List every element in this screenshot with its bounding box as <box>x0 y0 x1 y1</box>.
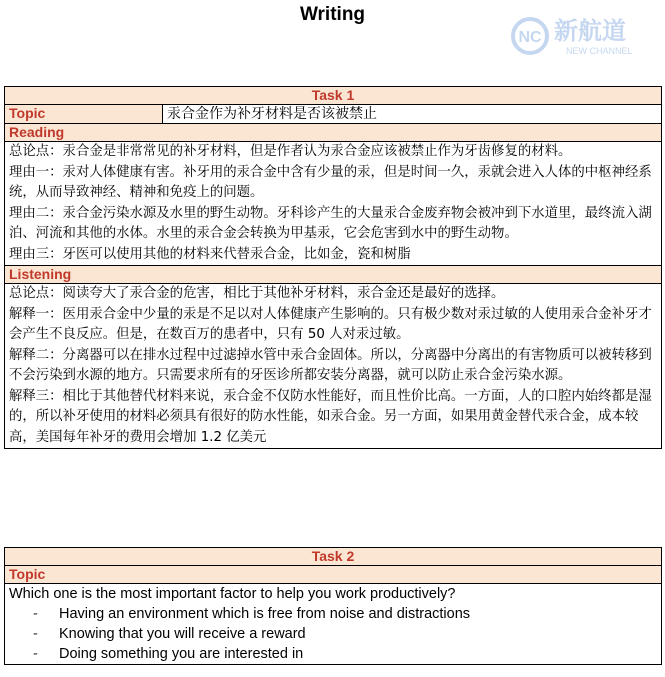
task2-options <box>9 604 657 664</box>
bullet-dash: - <box>33 606 38 622</box>
reading-reason-1: 理由一：汞对人体健康有害。补牙用的汞合金中含有少量的汞，但是时间一久，汞就会进入人体的中枢神经系统，从而导致神经、精神和免疫上的问题。 <box>9 164 652 200</box>
reading-reason-3: 理由三：牙医可以使用其他的材料来代替汞合金，比如金，瓷和树脂 <box>9 246 411 262</box>
task2-topic-content <box>5 584 662 665</box>
page-title: Writing <box>299 4 366 25</box>
task1-topic-text: 汞合金作为补牙材料是否该被禁止 <box>163 105 662 124</box>
task1-header: Task 1 <box>5 87 662 105</box>
reading-content <box>5 142 662 266</box>
svg-text:NC: NC <box>518 29 542 46</box>
new-channel-logo <box>508 6 658 64</box>
list-item: - Having an environment which is free from noise and distractions <box>33 606 471 622</box>
listening-label: Listening <box>5 266 662 284</box>
task1-table <box>4 86 662 449</box>
listening-content <box>5 284 662 449</box>
reading-main-point: 总论点：汞合金是非常常见的补牙材料，但是作者认为汞合金应该被禁止作为牙齿修复的材料。 <box>9 144 572 159</box>
task2-table <box>4 547 662 665</box>
listening-explanation-3: 解释三：相比于其他替代材料来说，汞合金不仅防水性能好，而且性价比高。一方面，人的口腔内始终都是湿的，所以补牙使用的材料必须具有很好的防水性能，如汞合金。另一方面，如果用黄金替代汞合金，成本较高，美国每年补牙的费用会增加 1.2 亿美元 <box>9 388 652 445</box>
listening-main-point: 总论点：阅读夸大了汞合金的危害，相比于其他补牙材料，汞合金还是最好的选择。 <box>9 286 505 301</box>
listening-explanation-1: 解释一：医用汞合金中少量的汞是不足以对人体健康产生影响的。只有极少数对汞过敏的人使用汞合金补牙才会产生不良反应。但是，在数百万的患者中，只有 50 人对汞过敏。 <box>9 306 652 342</box>
task2-topic-label: Topic <box>5 566 662 584</box>
task2-header: Task 2 <box>5 548 662 566</box>
reading-label: Reading <box>5 124 662 142</box>
list-item: - Doing something you are interested in <box>33 646 304 662</box>
bullet-dash: - <box>33 646 38 662</box>
svg-text:新航道: 新航道 <box>554 17 626 45</box>
list-item: - Knowing that you will receive a reward <box>33 626 306 642</box>
reading-reason-2: 理由二：汞合金污染水源及水里的野生动物。牙科诊产生的大量汞合金废弃物会被冲到下水道里，最终流入湖泊、河流和其他的水体。水里的汞合金会转换为甲基汞，它会危害到水中的野生动物。 <box>9 205 652 241</box>
task1-topic-label: Topic <box>5 105 163 124</box>
listening-explanation-2: 解释二：分离器可以在排水过程中过滤掉水管中汞合金固体。所以，分离器中分离出的有害物质可以被转移到不会污染到水源的地方。只需要求所有的牙医诊所都安装分离器，就可以防止汞合金污染水源。 <box>9 347 652 383</box>
task2-question: Which one is the most important factor to help you work productively? <box>9 586 456 602</box>
svg-text:NEW CHANNEL: NEW CHANNEL <box>566 46 633 56</box>
bullet-dash: - <box>33 626 38 642</box>
